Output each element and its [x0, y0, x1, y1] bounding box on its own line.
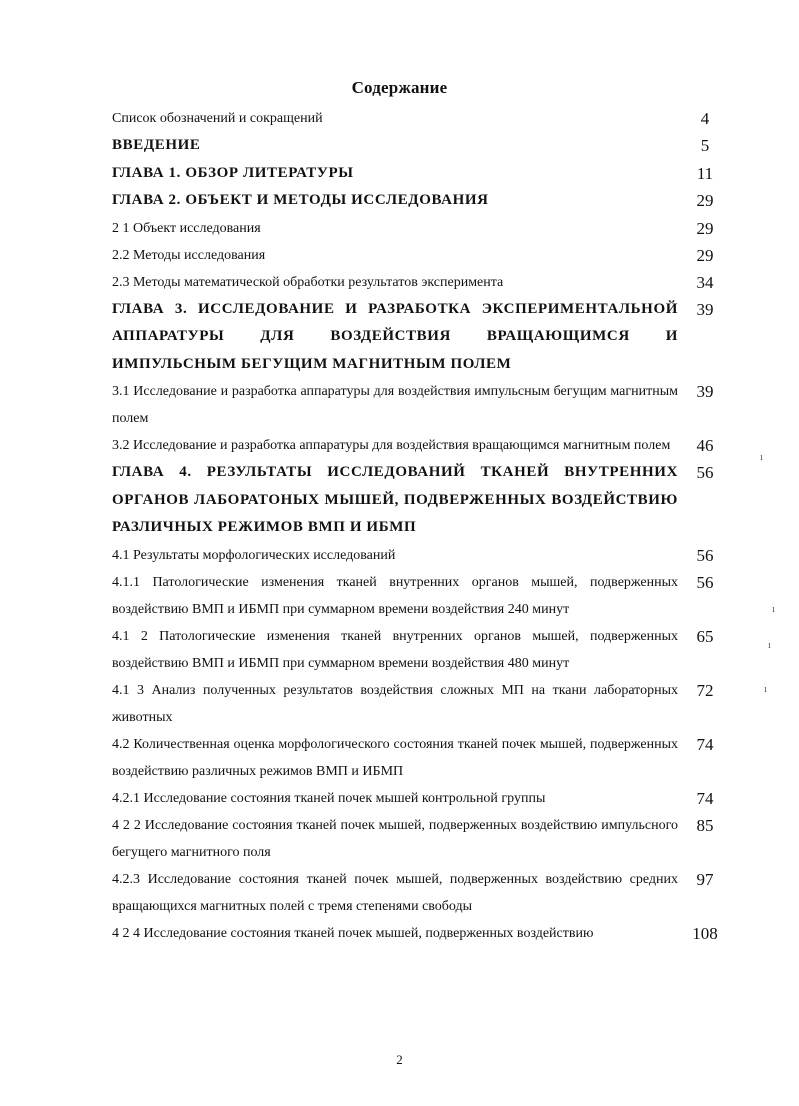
scan-speck: ı	[764, 684, 767, 695]
toc-entry-text: ВВЕДЕНИЕ	[112, 137, 201, 153]
toc-entry-page: 74	[696, 788, 714, 808]
toc-entry	[112, 378, 732, 432]
toc-entry	[112, 812, 732, 866]
toc-entry-text: 4 2 2 Исследование состояния тканей почек мышей, подверженных воздействию импульсного бегущего магнитного поля	[112, 817, 678, 860]
toc-entry-page: 5	[700, 136, 710, 155]
toc-entry	[112, 542, 732, 569]
toc-entry-page: 56	[696, 463, 714, 482]
scan-speck: ı	[760, 452, 763, 463]
toc-entry	[112, 432, 732, 459]
toc-entry	[112, 569, 732, 623]
toc-entry-text: 4.1 2 Патологические изменения тканей внутренних органов мышей, подверженных воздействию ВМП и ИБМП при суммарном времени воздействия 480 минут	[112, 628, 678, 671]
toc-entry	[112, 132, 732, 160]
toc-entry-page: 72	[696, 680, 714, 700]
toc-entry-text: 2 1 Объект исследования	[112, 220, 261, 236]
toc-entry-text: 3.2 Исследование и разработка аппаратуры для воздействия вращающимся магнитным полем	[112, 438, 671, 453]
toc-entry-text: 4.2.3 Исследование состояния тканей почек мышей, подверженных воздействию средних вращающихся магнитных полей с тремя степенями свободы	[112, 871, 678, 914]
toc-entry	[112, 459, 732, 542]
toc-entry-page: 74	[696, 734, 714, 754]
toc-entry-text: 2.3 Методы математической обработки результатов эксперимента	[112, 274, 504, 290]
toc-entry	[112, 866, 732, 920]
toc-entry-page: 29	[696, 245, 714, 265]
toc-entry	[112, 296, 732, 379]
toc-entry-page: 85	[696, 815, 714, 835]
toc-entry	[112, 785, 732, 812]
toc-entry	[112, 105, 732, 132]
scan-speck: ı	[772, 604, 775, 615]
toc-entry-text: 4.1 3 Анализ полученных результатов воздействия сложных МП на ткани лабораторных животных	[112, 682, 678, 725]
toc-entry	[112, 215, 732, 242]
toc-entry	[112, 269, 732, 296]
toc-entry	[112, 187, 732, 215]
toc-entry-page: 34	[696, 272, 714, 292]
toc-entry-page: 56	[696, 545, 714, 565]
toc-entry-page: 11	[696, 163, 714, 183]
toc-entry-page: 29	[696, 191, 714, 210]
toc-entry-text: 4.2 Количественная оценка морфологического состояния тканей почек мышей, подверженных воздействию различных режимов ВМП и ИБМП	[112, 736, 678, 779]
toc-entry-text: ГЛАВА 4. РЕЗУЛЬТАТЫ ИССЛЕДОВАНИЙ ТКАНЕЙ ВНУТРЕННИХ ОРГАНОВ ЛАБОРАТОНЫХ МЫШЕЙ, ПОДВЕРЖЕННЫХ ВОЗДЕЙСТВИЮ РАЗЛИЧНЫХ РЕЖИМОВ ВМП И ИБМП	[112, 464, 678, 535]
toc-entry	[112, 731, 732, 785]
toc-entry-text: 2.2 Методы исследования	[112, 247, 266, 263]
toc-entry-page: 108	[692, 923, 718, 943]
toc-entry-text: ГЛАВА 3. ИССЛЕДОВАНИЕ И РАЗРАБОТКА ЭКСПЕРИМЕНТАЛЬНОЙ АППАРАТУРЫ ДЛЯ ВОЗДЕЙСТВИЯ ВРАЩАЮЩИМСЯ И ИМПУЛЬСНЫМ БЕГУЩИМ МАГНИТНЫМ ПОЛЕМ	[112, 300, 678, 372]
toc-entry	[112, 242, 732, 269]
page-title: Содержание	[351, 78, 448, 97]
toc-entry-text: ГЛАВА 2. ОБЪЕКТ И МЕТОДЫ ИССЛЕДОВАНИЯ	[112, 192, 489, 208]
toc-entry-page: 46	[696, 436, 714, 455]
toc-entry-text: 4.1.1 Патологические изменения тканей внутренних органов мышей, подверженных воздействию ВМП и ИБМП при суммарном времени воздействия 240 минут	[112, 574, 678, 617]
toc-entry	[112, 623, 732, 677]
toc-entry-text: 3.1 Исследование и разработка аппаратуры для воздействия импульсным бегущим магнитным полем	[112, 384, 678, 426]
toc-entry-text: 4.1 Результаты морфологических исследований	[112, 547, 396, 563]
table-of-contents	[112, 105, 732, 947]
page-number: 2	[396, 1052, 403, 1067]
toc-entry-page: 29	[696, 218, 714, 238]
toc-entry-text: 4 2 4 Исследование состояния тканей почек мышей, подверженных воздействию	[112, 925, 594, 941]
scan-speck: ı	[768, 640, 771, 651]
toc-entry-text: ГЛАВА 1. ОБЗОР ЛИТЕРАТУРЫ	[112, 164, 354, 181]
toc-entry-page: 56	[696, 572, 714, 592]
toc-entry	[112, 160, 732, 188]
toc-entry-page: 65	[696, 626, 714, 646]
toc-entry-page: 97	[696, 869, 714, 889]
toc-entry	[112, 920, 732, 947]
toc-entry-text: Список обозначений и сокращений	[112, 111, 323, 126]
toc-entry-page: 39	[696, 299, 714, 319]
toc-entry-page: 4	[700, 109, 710, 128]
toc-entry-page: 39	[696, 382, 714, 401]
toc-entry	[112, 677, 732, 731]
toc-entry-text: 4.2.1 Исследование состояния тканей почек мышей контрольной группы	[112, 790, 546, 806]
